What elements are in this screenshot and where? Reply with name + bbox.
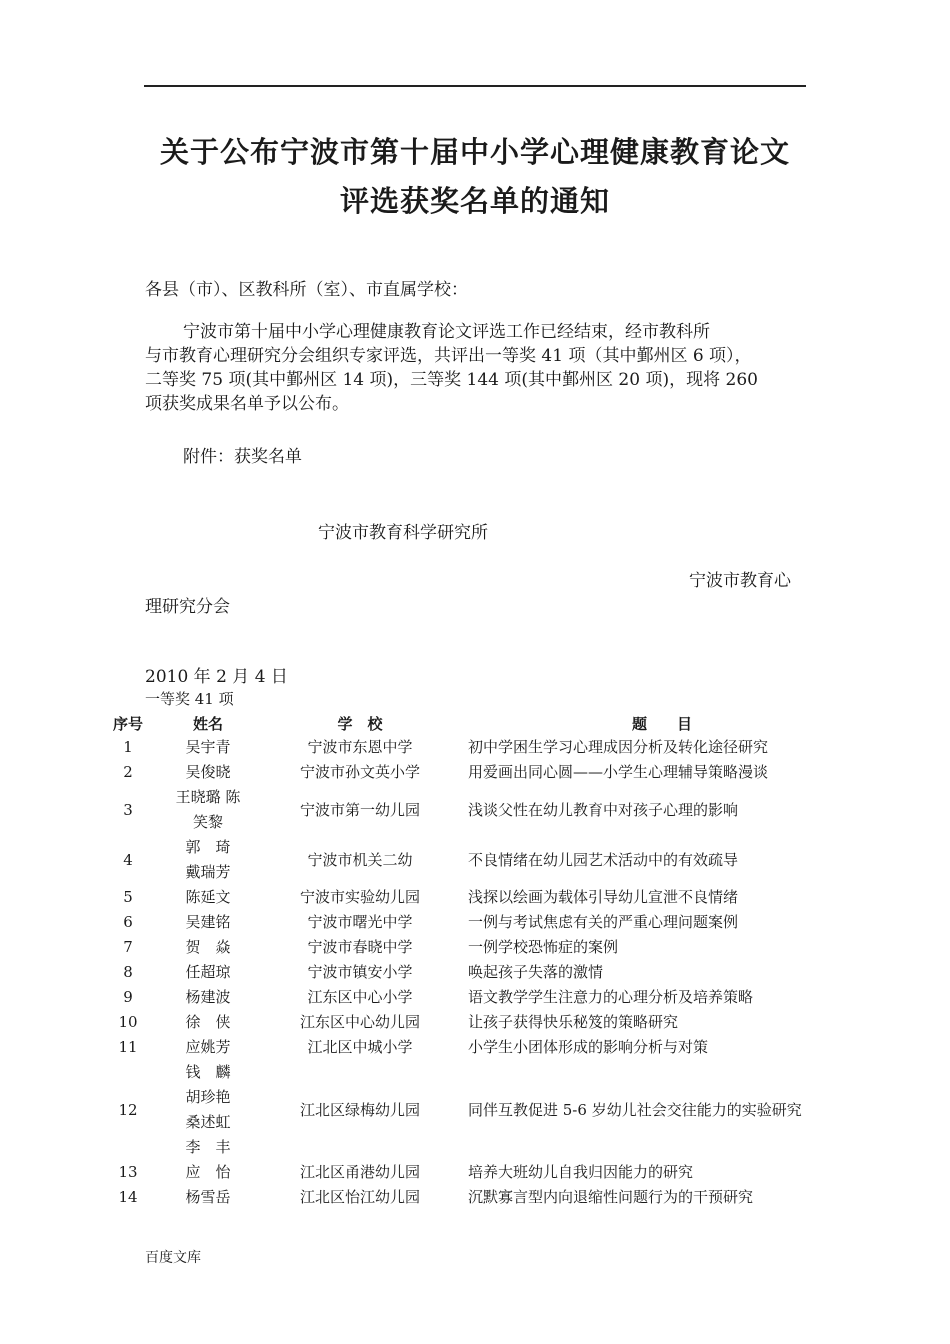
row-number: 9 — [123, 988, 133, 1006]
author-name: 应 怡 — [185, 1163, 231, 1181]
author-name: 贺 焱 — [185, 938, 231, 956]
prize-level-heading: 一等奖 41 项 — [145, 690, 234, 708]
row-number: 12 — [118, 1100, 138, 1119]
body-line: 项获奖成果名单予以公布。 — [145, 394, 349, 414]
table-row — [0, 1035, 950, 1060]
author-name: 应姚芳 — [185, 1038, 231, 1056]
author-name: 杨建波 — [185, 988, 231, 1006]
table-row — [0, 885, 950, 910]
author-name: 吴俊晓 — [185, 763, 231, 781]
school-name: 江北区绿梅幼儿园 — [299, 1100, 420, 1119]
author-name: 吴宇青 — [185, 738, 231, 756]
paper-title: 不良情绪在幼儿园艺术活动中的有效疏导 — [468, 850, 739, 869]
document-title-line-1: 关于公布宁波市第十届中小学心理健康教育论文 — [159, 135, 790, 169]
paper-title: 浅谈父性在幼儿教育中对孩子心理的影响 — [468, 800, 739, 819]
row-number: 1 — [123, 738, 133, 756]
attachment-note: 附件：获奖名单 — [183, 447, 302, 467]
school-name: 宁波市孙文英小学 — [299, 763, 420, 781]
signature-institute: 宁波市教育科学研究所 — [318, 523, 488, 543]
row-number: 14 — [118, 1188, 138, 1206]
paper-title: 让孩子获得快乐秘笈的策略研究 — [468, 1013, 679, 1031]
author-name: 李 丰 — [185, 1138, 231, 1156]
school-name: 宁波市镇安小学 — [307, 963, 413, 981]
footer-source: 百度文库 — [145, 1250, 201, 1266]
header-no: 序号 — [112, 715, 143, 733]
author-name: 郭 琦 — [185, 838, 231, 856]
author-name: 笑黎 — [192, 813, 223, 831]
author-name: 王晓璐 陈 — [175, 788, 241, 806]
row-number: 13 — [118, 1163, 138, 1181]
paper-title: 一例学校恐怖症的案例 — [468, 938, 619, 956]
author-name: 陈延文 — [185, 888, 231, 906]
table-row — [0, 910, 950, 935]
table-row — [0, 935, 950, 960]
header-school: 学 校 — [337, 715, 383, 733]
author-name: 吴建铭 — [185, 913, 231, 931]
table-row — [0, 835, 950, 885]
signature-society-part2: 理研究分会 — [145, 597, 230, 617]
school-name: 宁波市曙光中学 — [307, 913, 413, 931]
author-name: 杨雪岳 — [185, 1188, 231, 1206]
school-name: 江东区中心幼儿园 — [299, 1013, 420, 1031]
table-row — [0, 1160, 950, 1185]
row-number: 3 — [123, 800, 133, 819]
row-number: 10 — [118, 1013, 138, 1031]
body-line: 二等奖 75 项(其中鄞州区 14 项)，三等奖 144 项(其中鄞州区 20 项)，现将 260 — [145, 370, 758, 390]
table-row — [0, 785, 950, 835]
author-name: 任超琼 — [185, 963, 231, 981]
paper-title: 小学生小团体形成的影响分析与对策 — [468, 1038, 709, 1056]
table-row — [0, 1060, 950, 1160]
author-name: 戴瑞芳 — [185, 863, 231, 881]
header-rule — [144, 85, 806, 87]
row-number: 11 — [118, 1038, 138, 1056]
issue-date: 2010 年 2 月 4 日 — [145, 667, 288, 687]
paper-title: 唤起孩子失落的激情 — [468, 963, 604, 981]
school-name: 宁波市实验幼儿园 — [299, 888, 420, 906]
school-name: 宁波市机关二幼 — [307, 850, 413, 869]
school-name: 江北区怡江幼儿园 — [299, 1188, 420, 1206]
row-number: 6 — [123, 913, 133, 931]
school-name: 宁波市春晓中学 — [307, 938, 413, 956]
paper-title: 浅探以绘画为载体引导幼儿宣泄不良情绪 — [468, 888, 739, 906]
body-paragraph — [145, 320, 800, 416]
row-number: 8 — [123, 963, 133, 981]
school-name: 宁波市第一幼儿园 — [299, 800, 420, 819]
author-name: 徐 侠 — [185, 1013, 231, 1031]
author-name: 胡珍艳 — [185, 1088, 231, 1106]
row-number: 5 — [123, 888, 133, 906]
paper-title: 初中学困生学习心理成因分析及转化途径研究 — [468, 738, 769, 756]
paper-title: 语文教学学生注意力的心理分析及培养策略 — [468, 988, 754, 1006]
author-name: 钱 麟 — [185, 1063, 231, 1081]
table-row — [0, 1185, 950, 1210]
table-row — [0, 735, 950, 760]
paper-title: 用爱画出同心圆——小学生心理辅导策略漫谈 — [468, 763, 769, 781]
school-name: 江北区中城小学 — [307, 1038, 413, 1056]
table-row — [0, 760, 950, 785]
paper-title: 同伴互教促进 5-6 岁幼儿社会交往能力的实验研究 — [468, 1100, 802, 1119]
row-number: 2 — [123, 763, 133, 781]
signature-society-part1: 宁波市教育心 — [689, 571, 791, 591]
header-name: 姓名 — [192, 715, 223, 733]
table-row — [0, 1010, 950, 1035]
row-number: 7 — [123, 938, 133, 956]
document-title-line-2: 评选获奖名单的通知 — [339, 184, 610, 218]
paper-title: 一例与考试焦虑有关的严重心理问题案例 — [468, 913, 739, 931]
school-name: 江东区中心小学 — [307, 988, 413, 1006]
school-name: 宁波市东恩中学 — [307, 738, 413, 756]
paper-title: 培养大班幼儿自我归因能力的研究 — [468, 1163, 694, 1181]
body-line: 与市教育心理研究分会组织专家评选，共评出一等奖 41 项（其中鄞州区 6 项）， — [145, 346, 752, 366]
table-row — [0, 985, 950, 1010]
row-number: 4 — [123, 850, 133, 869]
salutation: 各县（市）、区教科所（室）、市直属学校： — [145, 280, 468, 300]
school-name: 江北区甬港幼儿园 — [299, 1163, 420, 1181]
paper-title: 沉默寡言型内向退缩性问题行为的干预研究 — [468, 1188, 754, 1206]
table-row — [0, 960, 950, 985]
header-title: 题 目 — [632, 715, 693, 733]
author-name: 桑述虹 — [185, 1113, 231, 1131]
body-line: 宁波市第十届中小学心理健康教育论文评选工作已经结束，经市教科所 — [183, 322, 710, 342]
